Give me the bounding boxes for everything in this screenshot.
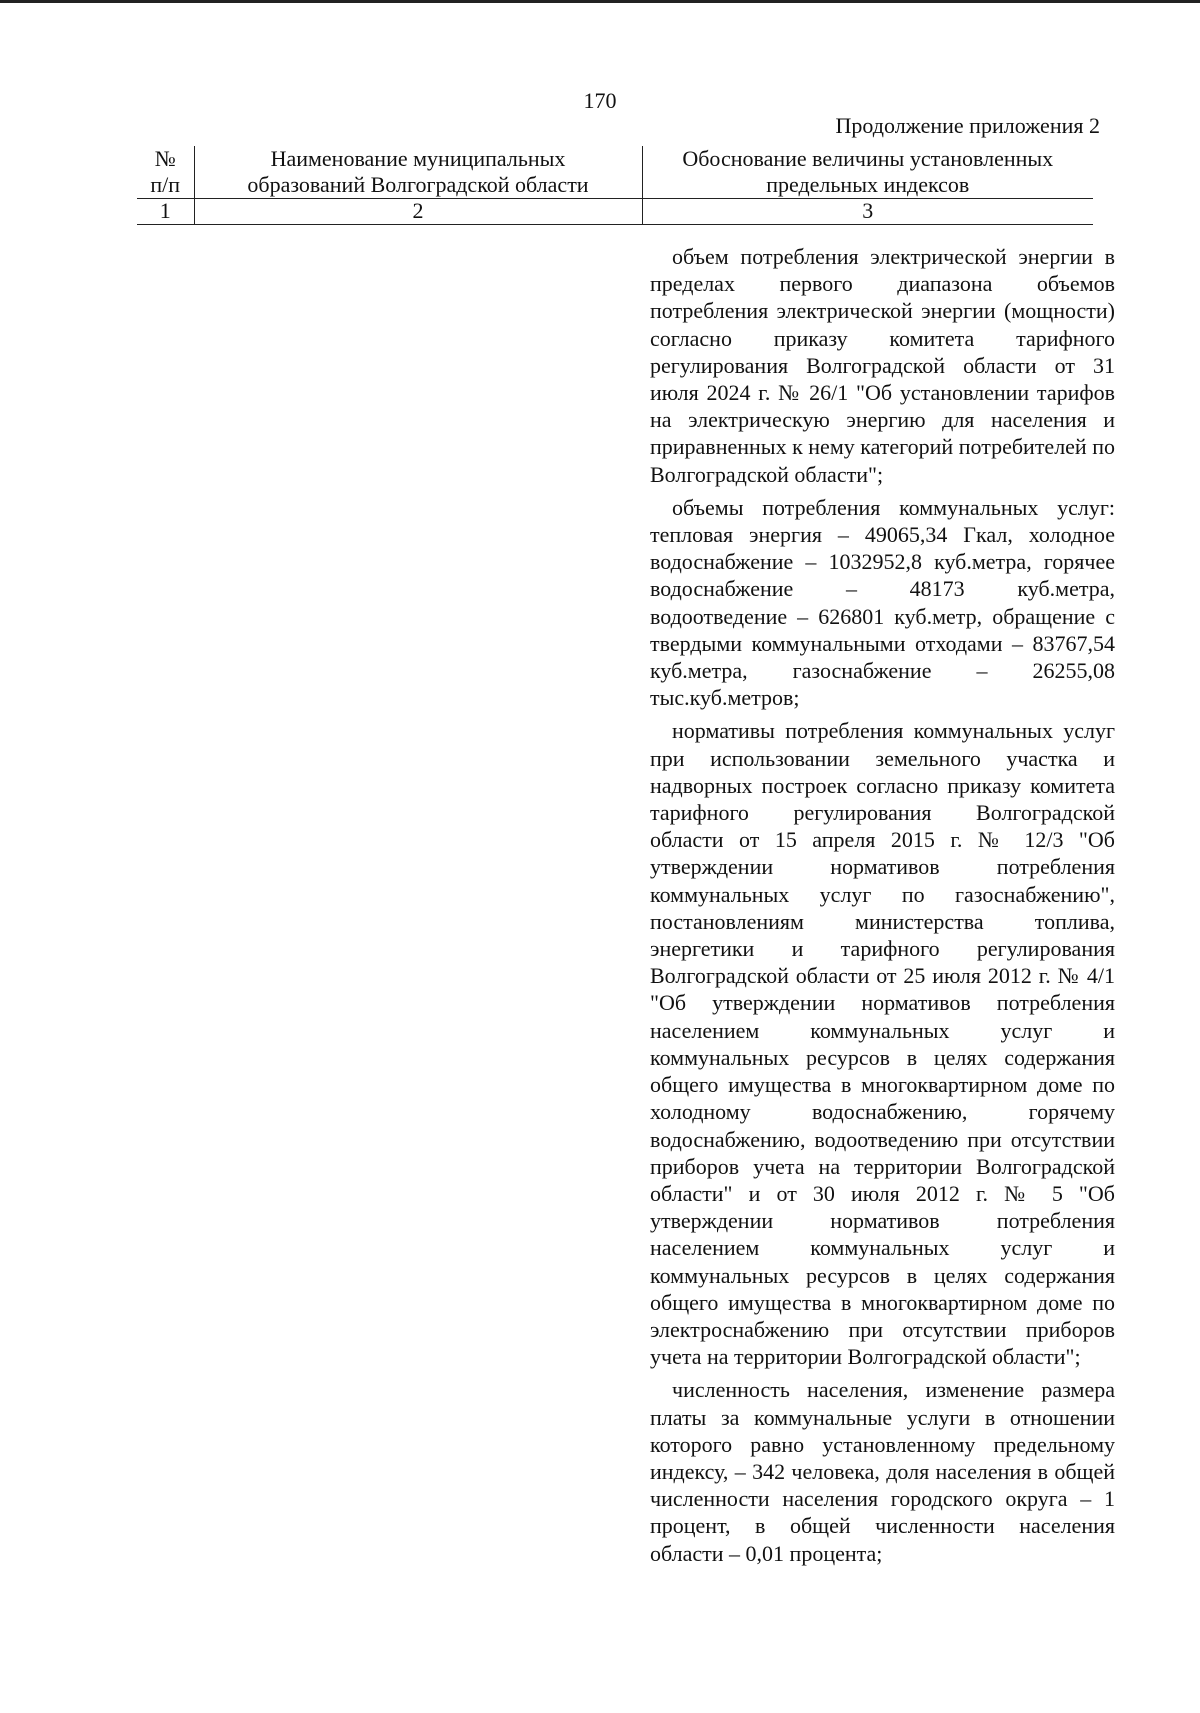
header-cell-number [137, 146, 194, 199]
paragraph: объемы потребления коммунальных услуг: тепловая энергия – 49065,34 Гкал, холодное водоснабжение – 1032952,8 куб.метра, горячее водоснабжение – 48173 куб.метра, водоотведение – 626801 куб.метр, обращение с твердыми коммунальными отходами – 83767,54 куб.метра, газоснабжение – 26255,08 тыс.куб.метров; [650, 494, 1115, 711]
column-number: 1 [137, 199, 194, 225]
paragraph: нормативы потребления коммунальных услуг при использовании земельного участка и надворных построек согласно приказу комитета тарифного регулирования Волгоградской области от 15 апреля 2015 г. № 12/3 "Об утверждении нормативов потребления коммунальных услуг по газоснабжению", постановлениям министерства топлива, энергетики и тарифного регулирования Волгоградской области от 25 июля 2012 г. № 4/1 "Об утверждении нормативов потребления населением коммунальных услуг и коммунальных ресурсов в целях содержания общего имущества в многоквартирном доме по холодному водоснабжению, горячему водоснабжению, водоотведению при отсутствии приборов учета на территории Волгоградской области" и от 30 июля 2012 г. № 5 "Об утверждении нормативов потребления населением коммунальных услуг и коммунальных ресурсов в целях содержания общего имущества в многоквартирном доме по электроснабжению при отсутствии приборов учета на территории Волгоградской области"; [650, 718, 1115, 1370]
header-line: Наименование муниципальных [270, 146, 566, 171]
header-line: предельных индексов [766, 172, 970, 197]
paragraph: численность населения, изменение размера платы за коммунальные услуги в отношении которого равно установленному предельному индексу, – 342 человека, доля населения в общей численности населения городского округа – 1 процент, в общей численности населения области – 0,01 процента; [650, 1377, 1115, 1566]
column-number-row [137, 199, 1093, 225]
header-table [137, 146, 1093, 225]
column-number: 2 [194, 199, 642, 225]
header-row [137, 146, 1093, 199]
header-line: Обоснование величины установленных [682, 146, 1054, 171]
column-number: 3 [642, 199, 1093, 225]
appendix-label: Продолжение приложения 2 [835, 113, 1100, 138]
header-cell-municipality [194, 146, 642, 199]
page-top-border [0, 0, 1200, 3]
header-line: № [154, 146, 176, 171]
header-line: образований Волгоградской области [247, 172, 589, 197]
justification-text [650, 243, 1115, 1573]
header-line: п/п [150, 172, 181, 197]
paragraph: объем потребления электрической энергии в пределах первого диапазона объемов потребления электрической энергии (мощности) согласно приказу комитета тарифного регулирования Волгоградской области от 31 июля 2024 г. № 26/1 "Об установлении тарифов на электрическую энергию для населения и приравненных к нему категорий потребителей по Волгоградской области"; [650, 244, 1115, 487]
page-number: 170 [583, 88, 617, 113]
header-cell-justification [642, 146, 1093, 199]
